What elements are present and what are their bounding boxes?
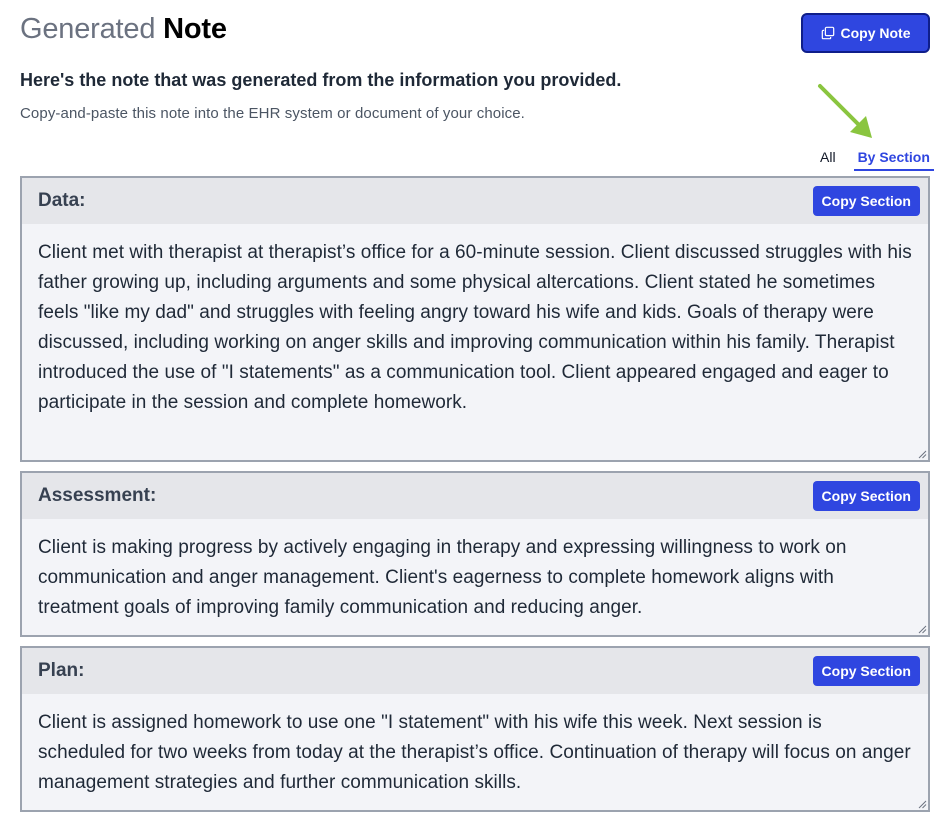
page-title <box>20 12 227 46</box>
section-textarea[interactable]: Client met with therapist at therapist’s office for a 60-minute session. Client discussed struggles with his father growing up, including arguments and some physical altercations. Client stated he sometimes feels "like my dad" and struggles with feeling angry toward his wife and kids. Goals of therapy were discussed, including working on anger skills and improving communication within his family. Therapist introduced the use of "I statements" as a communication tool. Client appeared engaged and eager to participate in the session and complete homework. <box>38 242 912 413</box>
view-tabs <box>812 147 934 171</box>
section-header <box>22 648 928 694</box>
section-textarea[interactable]: Client is making progress by actively engaging in therapy and expressing willingness to work on communication and anger management. Client's eagerness to complete homework aligns with treatment goals of improving family communication and reducing anger. <box>38 537 847 618</box>
section-title: Assessment: <box>38 485 157 506</box>
copy-note-label: Copy Note <box>840 25 911 41</box>
resize-handle-icon[interactable] <box>917 799 927 809</box>
resize-handle-icon[interactable] <box>917 624 927 634</box>
section-title: Data: <box>38 190 86 211</box>
page-title-bold: Note <box>163 13 227 45</box>
section-textarea[interactable]: Client is assigned homework to use one "I statement" with his wife this week. Next session is scheduled for two weeks from today at the therapist’s office. Continuation of therapy will focus on anger management strategies and further communication skills. <box>38 712 911 793</box>
resize-handle-icon[interactable] <box>917 449 927 459</box>
note-description: Copy-and-paste this note into the EHR system or document of your choice. <box>20 105 525 122</box>
tab-all[interactable]: All <box>820 149 836 165</box>
section-data <box>20 176 930 462</box>
copy-icon <box>821 26 835 40</box>
section-plan <box>20 646 930 812</box>
section-header <box>22 473 928 519</box>
copy-note-button[interactable] <box>801 13 930 53</box>
section-title: Plan: <box>38 660 85 681</box>
section-assessment <box>20 471 930 637</box>
page-title-light: Generated <box>20 13 156 45</box>
copy-section-button[interactable]: Copy Section <box>813 186 920 216</box>
copy-section-button[interactable]: Copy Section <box>813 481 920 511</box>
section-header <box>22 178 928 224</box>
copy-section-button[interactable]: Copy Section <box>813 656 920 686</box>
tab-by-section[interactable]: By Section <box>854 147 934 171</box>
note-subtitle: Here's the note that was generated from the information you provided. <box>20 70 622 90</box>
pointer-arrow-icon <box>812 80 882 144</box>
